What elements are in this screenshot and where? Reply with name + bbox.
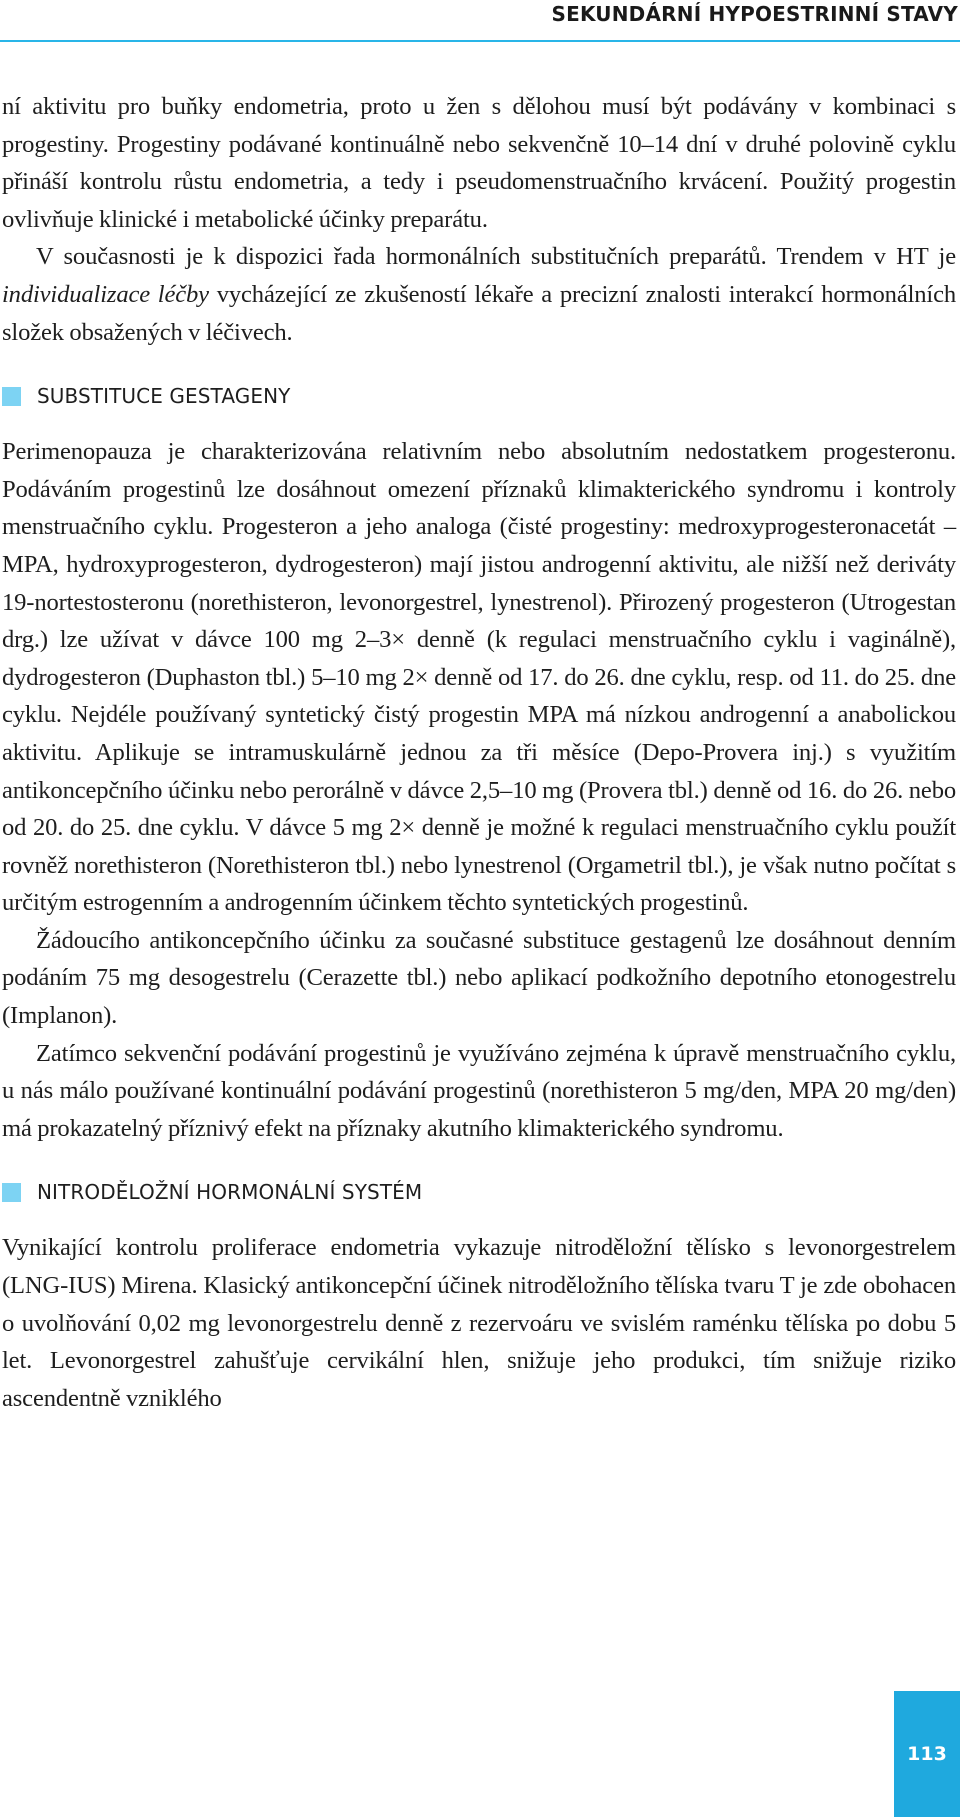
gestageny-paragraph-1: Perimenopauza je charakterizována relativním nebo absolutním nedostatkem progesteronu. Podáváním progestinů lze dosáhnout omezení příznaků klimakterického syndromu i kontroly menstruačního cyklu. Progesteron a jeho analoga (čisté progestiny: medroxyprogesteronacetát – MPA, hydroxyprogesteron, dydrogesteron) mají jistou androgenní aktivitu, ale nižší než deriváty 19-nortestosteronu (norethisteron, levonorgestrel, lynestrenol). Přirozený progesteron (Utrogestan drg.) lze užívat v dávce 100 mg 2–3× denně (k regulaci menstruačního cyklu i vaginálně), dydrogesteron (Duphaston tbl.) 5–10 mg 2× denně od 17. do 26. dne cyklu, resp. od 11. do 25. dne cyklu. Nejdéle používaný syntetický čistý progestin MPA má nízkou androgenní a anabolickou aktivitu. Aplikuje se intramuskulárně jednou za tři měsíce (Depo-Provera inj.) s využitím antikoncepčního účinku nebo perorálně v dávce 2,5–10 mg (Provera tbl.) denně od 16. do 26. nebo od 20. do 25. dne cyklu. V dávce 5 mg 2× denně je možné k regulaci menstruačního cyklu použít rovněž norethisteron (Norethisteron tbl.) nebo lynestrenol (Orgametril tbl.), je však nutno počítat s určitým estrogenním a androgenním účinkem těchto syntetických progestinů. [2,438,956,917]
page-content [2,88,956,1417]
intro-paragraph-2-emphasis: individualizace léčby [2,280,209,308]
heading-square-icon [2,387,21,406]
intro-paragraph-2-start: V současnosti je k dispozici řada hormonálních substitučních preparátů. Trendem v HT je [36,243,956,271]
intro-paragraph-2 [2,238,956,351]
intro-paragraph-1: ní aktivitu pro buňky endometria, proto u žen s dělohou musí být podávány v kombinaci s progestiny. Progestiny podávané kontinuálně nebo sekvenčně 10–14 dní v druhé polovině cyklu přináší kontrolu růstu endometria, a tedy i pseudomenstruačního krvácení. Použitý progestin ovlivňuje klinické i metabolické účinky preparátu. [2,93,956,233]
intro-paragraph-2-end: vycházející ze zkušeností lékaře a precizní znalosti interakcí hormonálních složek obsažených v léčivech. [2,280,957,346]
section-heading-gestageny [2,381,956,411]
nitro-paragraph-1: Vynikající kontrolu proliferace endometria vykazuje nitroděložní tělísko s levonorgestrelem (LNG-IUS) Mirena. Klasický antikoncepční účinek nitroděložního tělíska tvaru T je zde obohacen o uvolňování 0,02 mg levonorgestrelu denně z rezervoáru ve svislém raménku tělíska po dobu 5 let. Levonorgestrel zahušťuje cervikální hlen, snižuje jeho produkci, tím snižuje riziko ascendentně vzniklého [2,1234,956,1412]
page-number: 113 [907,1743,947,1765]
section-heading-nitro [2,1177,956,1207]
page-number-badge [894,1691,960,1817]
gestageny-paragraph-3: Zatímco sekvenční podávání progestinů je využíváno zejména k úpravě menstruačního cyklu, u nás málo používané kontinuální podávání progestinů (norethisteron 5 mg/den, MPA 20 mg/den) má prokazatelný příznivý efekt na příznaky akutního klimakterického syndromu. [2,1039,956,1142]
running-title: SEKUNDÁRNÍ HYPOESTRINNÍ STAVY [551,2,958,26]
gestageny-paragraph-2: Žádoucího antikoncepčního účinku za současné substituce gestagenů lze dosáhnout denním podáním 75 mg desogestrelu (Cerazette tbl.) nebo aplikací podkožního depotního etonogestrelu (Implanon). [2,926,956,1030]
running-header [0,0,960,42]
heading-square-icon [2,1183,21,1202]
section-heading-gestageny-label: SUBSTITUCE GESTAGENY [37,384,291,409]
section-heading-nitro-label: NITRODĚLOŽNÍ HORMONÁLNÍ SYSTÉM [37,1180,423,1205]
